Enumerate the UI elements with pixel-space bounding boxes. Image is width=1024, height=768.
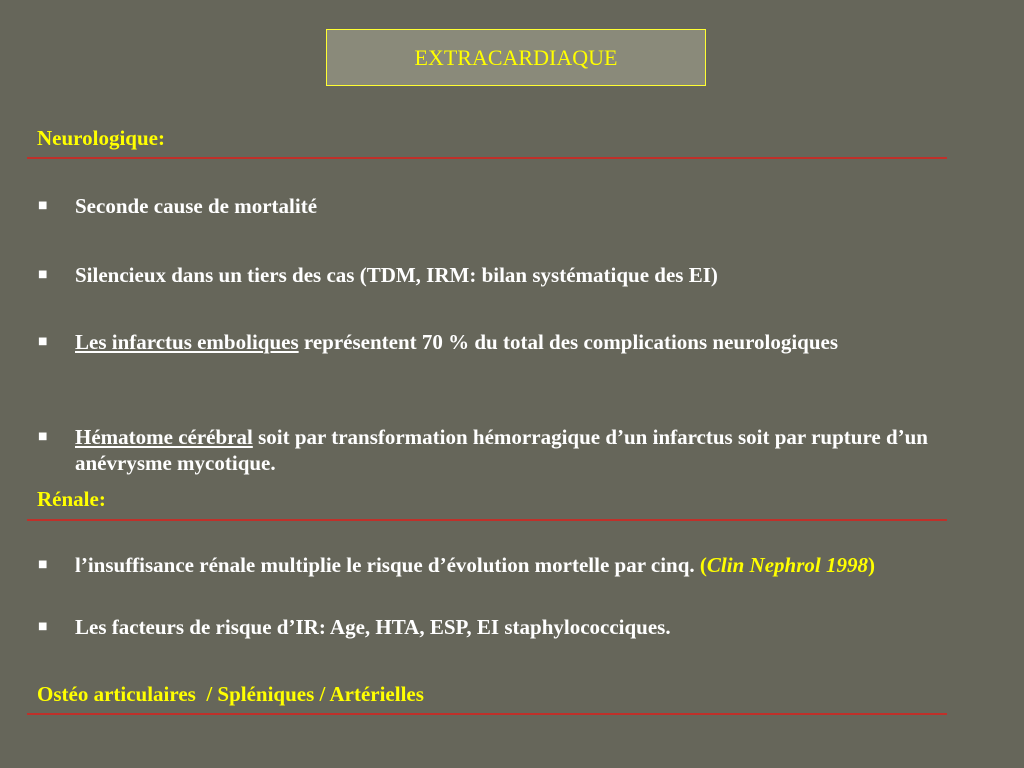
list-item — [38, 552, 993, 578]
list-item-main: l’insuffisance rénale multiplie le risque d’évolution mortelle par cinq. — [75, 553, 700, 577]
bullet-icon: ■ — [38, 336, 48, 347]
underlined-term: Les infarctus emboliques — [75, 330, 299, 354]
bullet-icon: ■ — [38, 621, 48, 632]
list-item — [38, 424, 993, 476]
list-item — [38, 262, 993, 288]
citation-source: Clin Nephrol 1998 — [706, 553, 868, 577]
underlined-term: Hématome cérébral — [75, 425, 253, 449]
section-divider — [27, 519, 947, 521]
citation — [700, 553, 875, 577]
section-divider — [27, 713, 947, 715]
list-item-text — [75, 329, 838, 355]
list-item-text — [75, 424, 993, 476]
list-item-rest: représentent 70 % du total des complications neurologiques — [298, 330, 839, 354]
section-divider — [27, 157, 947, 159]
citation-close: ) — [867, 553, 875, 577]
bullet-icon: ■ — [38, 559, 48, 570]
citation-open: ( — [699, 553, 707, 577]
title-box — [326, 29, 706, 86]
bullet-icon: ■ — [38, 431, 48, 442]
list-item-text: Seconde cause de mortalité — [75, 194, 318, 218]
list-item-text: Silencieux dans un tiers des cas (TDM, IRM: bilan systématique des EI) — [75, 263, 718, 287]
list-item — [38, 193, 993, 219]
section-heading-renale: Rénale: — [37, 487, 106, 511]
section-heading-osteo: Ostéo articulaires / Spléniques / Artérielles — [37, 682, 424, 706]
list-item — [38, 329, 993, 355]
list-item-text — [75, 552, 875, 578]
bullet-icon: ■ — [38, 269, 48, 280]
list-item — [38, 614, 993, 640]
list-item-rest: soit par transformation hémorragique d’un infarctus soit par rupture d’un anévrysme mycotique. — [75, 425, 928, 475]
bullet-icon: ■ — [38, 200, 48, 211]
list-item-text: Les facteurs de risque d’IR: Age, HTA, ESP, EI staphylococciques. — [75, 615, 671, 639]
slide-title: EXTRACARDIAQUE — [414, 44, 618, 70]
section-heading-neurologique: Neurologique: — [37, 126, 165, 150]
